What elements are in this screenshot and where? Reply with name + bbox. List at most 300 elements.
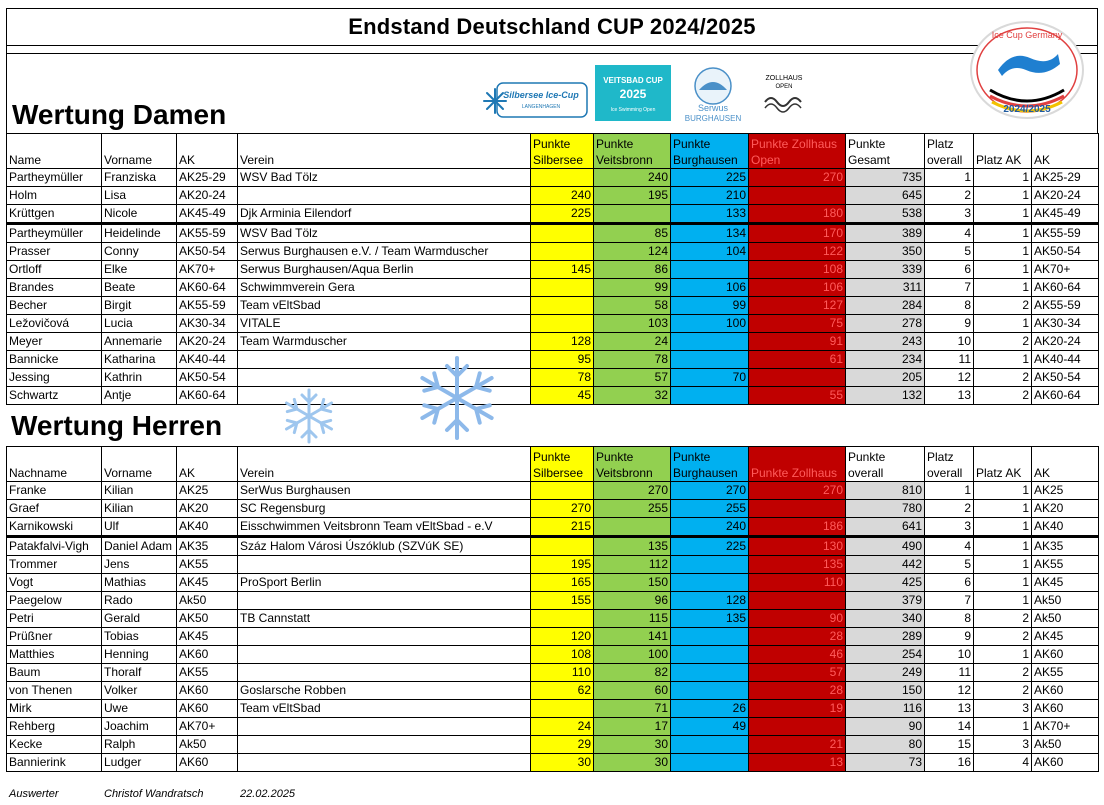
cell-zollhaus: 90 — [749, 610, 846, 628]
cell-total: 249 — [846, 664, 925, 682]
cell-total: 254 — [846, 646, 925, 664]
cell-zollhaus — [749, 500, 846, 518]
cell-vorname: Heidelinde — [102, 224, 177, 243]
cell-silbersee: 225 — [531, 205, 594, 224]
cell-veitsbronn: 195 — [594, 187, 671, 205]
cell-ak: AK50-54 — [177, 369, 238, 387]
cell-platz-ak: 1 — [974, 482, 1032, 500]
cell-total: 80 — [846, 736, 925, 754]
cell-burghausen — [671, 351, 749, 369]
table-row — [7, 736, 1099, 754]
cell-verein — [238, 664, 531, 682]
cell-platz-overall: 1 — [925, 482, 974, 500]
cell-zollhaus: 57 — [749, 664, 846, 682]
cell-platz-overall: 6 — [925, 261, 974, 279]
cell-total: 234 — [846, 351, 925, 369]
cell-vorname: Volker — [102, 682, 177, 700]
cell-veitsbronn: 86 — [594, 261, 671, 279]
col-header-name: Name — [7, 134, 102, 169]
table-row — [7, 556, 1099, 574]
cell-ak: AK20 — [177, 500, 238, 518]
cell-platz-overall: 4 — [925, 537, 974, 556]
cell-ak2: AK20-24 — [1032, 187, 1099, 205]
cell-total: 243 — [846, 333, 925, 351]
table-row — [7, 224, 1099, 243]
herren-table-body — [7, 482, 1099, 772]
cell-zollhaus — [749, 592, 846, 610]
cell-burghausen: 134 — [671, 224, 749, 243]
cell-total: 90 — [846, 718, 925, 736]
cell-platz-ak: 2 — [974, 387, 1032, 405]
cell-name: Brandes — [7, 279, 102, 297]
cell-platz-overall: 11 — [925, 351, 974, 369]
cell-platz-overall: 5 — [925, 556, 974, 574]
cell-name: Paegelow — [7, 592, 102, 610]
cell-zollhaus: 110 — [749, 574, 846, 592]
cell-silbersee: 24 — [531, 718, 594, 736]
footer-name: Christof Wandratsch — [104, 788, 204, 800]
cell-vorname: Kilian — [102, 500, 177, 518]
table-row — [7, 646, 1099, 664]
table-row — [7, 333, 1099, 351]
cell-verein: Eisschwimmen Veitsbronn Team vEltSbad - e.V — [238, 518, 531, 537]
cell-total: 780 — [846, 500, 925, 518]
cell-platz-overall: 12 — [925, 369, 974, 387]
cell-burghausen: 106 — [671, 279, 749, 297]
cell-verein — [238, 646, 531, 664]
cell-platz-overall: 10 — [925, 646, 974, 664]
cell-ak2: Ak50 — [1032, 592, 1099, 610]
herren-section-title: Wertung Herren — [11, 410, 223, 441]
cell-verein — [238, 718, 531, 736]
cell-veitsbronn: 112 — [594, 556, 671, 574]
cell-silbersee: 215 — [531, 518, 594, 537]
table-row — [7, 351, 1099, 369]
cell-ak2: AK60 — [1032, 754, 1099, 772]
cell-verein — [238, 628, 531, 646]
cell-veitsbronn: 24 — [594, 333, 671, 351]
cell-vorname: Birgit — [102, 297, 177, 315]
table-row — [7, 700, 1099, 718]
cell-zollhaus: 91 — [749, 333, 846, 351]
cell-platz-overall: 7 — [925, 592, 974, 610]
cell-vorname: Ulf — [102, 518, 177, 537]
damen-header-row — [7, 134, 1099, 169]
damen-header-strip — [6, 54, 1098, 133]
table-row — [7, 387, 1099, 405]
cell-total: 311 — [846, 279, 925, 297]
col-header-platz-overall: Platz overall — [925, 447, 974, 482]
cell-platz-overall: 9 — [925, 628, 974, 646]
cell-platz-ak: 2 — [974, 610, 1032, 628]
cell-platz-ak: 1 — [974, 592, 1032, 610]
cell-verein: WSV Bad Tölz — [238, 169, 531, 187]
cell-platz-overall: 1 — [925, 169, 974, 187]
cell-name: von Thenen — [7, 682, 102, 700]
cell-burghausen: 70 — [671, 369, 749, 387]
cell-veitsbronn: 135 — [594, 537, 671, 556]
cell-name: Becher — [7, 297, 102, 315]
cell-ak: AK60-64 — [177, 387, 238, 405]
cell-platz-overall: 13 — [925, 387, 974, 405]
cell-veitsbronn: 115 — [594, 610, 671, 628]
badge-year: 2024/2025 — [1003, 104, 1051, 115]
cell-silbersee: 165 — [531, 574, 594, 592]
col-header-burghausen: Punkte Burghausen — [671, 134, 749, 169]
table-row — [7, 205, 1099, 224]
cell-platz-ak: 1 — [974, 556, 1032, 574]
cell-vorname: Kathrin — [102, 369, 177, 387]
cell-name: Bannierink — [7, 754, 102, 772]
cell-vorname: Henning — [102, 646, 177, 664]
cell-ak: AK25 — [177, 482, 238, 500]
cell-ak: AK55 — [177, 556, 238, 574]
cell-ak2: AK70+ — [1032, 261, 1099, 279]
cell-ak: AK55-59 — [177, 224, 238, 243]
cell-zollhaus: 270 — [749, 169, 846, 187]
cell-total: 150 — [846, 682, 925, 700]
cell-platz-ak: 2 — [974, 333, 1032, 351]
cell-platz-overall: 3 — [925, 205, 974, 224]
col-header-veitsbronn: Punkte Veitsbronn — [594, 447, 671, 482]
cell-veitsbronn: 17 — [594, 718, 671, 736]
cell-burghausen — [671, 333, 749, 351]
cell-burghausen: 255 — [671, 500, 749, 518]
cell-ak2: AK35 — [1032, 537, 1099, 556]
cell-name: Matthies — [7, 646, 102, 664]
cell-ak: AK60 — [177, 682, 238, 700]
cell-platz-ak: 1 — [974, 224, 1032, 243]
cell-vorname: Antje — [102, 387, 177, 405]
cell-veitsbronn: 71 — [594, 700, 671, 718]
cell-platz-overall: 7 — [925, 279, 974, 297]
cell-veitsbronn: 32 — [594, 387, 671, 405]
cell-platz-overall: 8 — [925, 297, 974, 315]
cell-ak2: AK55 — [1032, 556, 1099, 574]
badge-title: Ice Cup Germany — [991, 30, 1063, 40]
cell-verein: ProSport Berlin — [238, 574, 531, 592]
cell-name: Partheymüller — [7, 169, 102, 187]
cell-burghausen — [671, 664, 749, 682]
cell-ak: AK35 — [177, 537, 238, 556]
cell-ak2: AK40-44 — [1032, 351, 1099, 369]
cell-silbersee — [531, 224, 594, 243]
cell-total: 425 — [846, 574, 925, 592]
title-divider — [6, 46, 1098, 54]
cell-platz-ak: 1 — [974, 574, 1032, 592]
cell-silbersee: 240 — [531, 187, 594, 205]
cell-burghausen: 210 — [671, 187, 749, 205]
cell-name: Trommer — [7, 556, 102, 574]
cell-silbersee: 145 — [531, 261, 594, 279]
cell-zollhaus: 28 — [749, 682, 846, 700]
cell-ak: AK70+ — [177, 718, 238, 736]
zollhaus-logo — [759, 70, 809, 120]
cell-ak2: AK30-34 — [1032, 315, 1099, 333]
cell-silbersee — [531, 700, 594, 718]
cell-total: 73 — [846, 754, 925, 772]
cell-veitsbronn: 270 — [594, 482, 671, 500]
cell-burghausen — [671, 646, 749, 664]
cell-silbersee: 45 — [531, 387, 594, 405]
cell-vorname: Thoralf — [102, 664, 177, 682]
cell-burghausen: 225 — [671, 537, 749, 556]
cell-veitsbronn: 124 — [594, 243, 671, 261]
col-header-zollhaus: Punkte Zollhaus Open — [749, 134, 846, 169]
cell-vorname: Rado — [102, 592, 177, 610]
cell-ak: AK45-49 — [177, 205, 238, 224]
cell-silbersee — [531, 279, 594, 297]
cell-ak: AK60-64 — [177, 279, 238, 297]
cell-zollhaus — [749, 187, 846, 205]
cell-platz-overall: 13 — [925, 700, 974, 718]
cell-veitsbronn: 85 — [594, 224, 671, 243]
cell-vorname: Nicole — [102, 205, 177, 224]
cell-ak2: AK60 — [1032, 682, 1099, 700]
cell-zollhaus: 170 — [749, 224, 846, 243]
cell-verein: Serwus Burghausen e.V. / Team Warmduscher — [238, 243, 531, 261]
cell-ak: AK20-24 — [177, 333, 238, 351]
veitsbad-logo — [595, 65, 671, 121]
cell-veitsbronn: 100 — [594, 646, 671, 664]
table-row — [7, 754, 1099, 772]
cell-ak2: AK45 — [1032, 574, 1099, 592]
cell-ak2: Ak50 — [1032, 736, 1099, 754]
cell-verein — [238, 592, 531, 610]
cell-ak2: AK60-64 — [1032, 387, 1099, 405]
cell-platz-ak: 2 — [974, 664, 1032, 682]
cell-ak: AK25-29 — [177, 169, 238, 187]
cell-platz-ak: 1 — [974, 351, 1032, 369]
col-header-veitsbronn: Punkte Veitsbronn — [594, 134, 671, 169]
footer-date: 22.02.2025 — [240, 788, 296, 800]
table-row — [7, 187, 1099, 205]
cell-total: 641 — [846, 518, 925, 537]
cell-ak2: AK25-29 — [1032, 169, 1099, 187]
serwus-logo-subtext: BURGHAUSEN — [684, 114, 742, 123]
cell-total: 289 — [846, 628, 925, 646]
cell-platz-ak: 4 — [974, 754, 1032, 772]
cell-silbersee: 155 — [531, 592, 594, 610]
cell-name: Meyer — [7, 333, 102, 351]
cell-verein — [238, 736, 531, 754]
cell-total: 340 — [846, 610, 925, 628]
cell-total: 350 — [846, 243, 925, 261]
cell-ak: AK70+ — [177, 261, 238, 279]
cell-total: 810 — [846, 482, 925, 500]
cell-burghausen — [671, 754, 749, 772]
cell-zollhaus: 127 — [749, 297, 846, 315]
cell-silbersee: 270 — [531, 500, 594, 518]
cell-ak: AK60 — [177, 700, 238, 718]
table-row — [7, 610, 1099, 628]
col-header-vorname: Vorname — [102, 134, 177, 169]
cell-platz-overall: 11 — [925, 664, 974, 682]
zollhaus-logo-subtext: OPEN — [775, 84, 793, 90]
cell-silbersee — [531, 482, 594, 500]
cell-silbersee: 78 — [531, 369, 594, 387]
cell-platz-ak: 1 — [974, 718, 1032, 736]
cell-zollhaus: 46 — [749, 646, 846, 664]
cell-ak2: AK55-59 — [1032, 224, 1099, 243]
cell-platz-ak: 1 — [974, 500, 1032, 518]
cell-veitsbronn — [594, 518, 671, 537]
cell-burghausen: 100 — [671, 315, 749, 333]
cell-ak: Ak50 — [177, 592, 238, 610]
cell-total: 284 — [846, 297, 925, 315]
cell-ak2: AK40 — [1032, 518, 1099, 537]
table-row — [7, 664, 1099, 682]
cell-name: Mirk — [7, 700, 102, 718]
cell-silbersee: 120 — [531, 628, 594, 646]
veitsbad-logo-year: 2025 — [619, 87, 647, 101]
serwus-logo — [683, 64, 743, 124]
cell-ak: AK60 — [177, 646, 238, 664]
cell-ak2: AK20 — [1032, 500, 1099, 518]
table-row — [7, 718, 1099, 736]
cell-platz-ak: 1 — [974, 169, 1032, 187]
cell-verein: Team vEltSbad — [238, 297, 531, 315]
cell-platz-overall: 5 — [925, 243, 974, 261]
col-header-vorname: Vorname — [102, 447, 177, 482]
cell-zollhaus: 106 — [749, 279, 846, 297]
cell-platz-ak: 3 — [974, 700, 1032, 718]
damen-table — [6, 133, 1099, 405]
cell-ak: Ak50 — [177, 736, 238, 754]
cell-platz-overall: 15 — [925, 736, 974, 754]
cell-silbersee — [531, 297, 594, 315]
cell-vorname: Beate — [102, 279, 177, 297]
col-header-nachname: Nachname — [7, 447, 102, 482]
cell-platz-overall: 14 — [925, 718, 974, 736]
cell-veitsbronn: 57 — [594, 369, 671, 387]
cell-ak: AK55-59 — [177, 297, 238, 315]
cell-platz-ak: 2 — [974, 369, 1032, 387]
cell-veitsbronn: 240 — [594, 169, 671, 187]
cell-verein: Team vEltSbad — [238, 700, 531, 718]
table-row — [7, 574, 1099, 592]
cell-vorname: Lucia — [102, 315, 177, 333]
col-header-silbersee: Punkte Silbersee — [531, 447, 594, 482]
cell-vorname: Lisa — [102, 187, 177, 205]
cell-silbersee: 29 — [531, 736, 594, 754]
cell-platz-ak: 3 — [974, 736, 1032, 754]
cell-total: 442 — [846, 556, 925, 574]
cell-total: 735 — [846, 169, 925, 187]
cell-burghausen: 99 — [671, 297, 749, 315]
col-header-verein: Verein — [238, 134, 531, 169]
cell-veitsbronn: 82 — [594, 664, 671, 682]
cell-burghausen — [671, 574, 749, 592]
cell-platz-ak: 1 — [974, 315, 1032, 333]
col-header-verein: Verein — [238, 447, 531, 482]
cell-veitsbronn: 30 — [594, 736, 671, 754]
cell-platz-ak: 1 — [974, 646, 1032, 664]
cell-platz-ak: 2 — [974, 628, 1032, 646]
cell-ak: AK40 — [177, 518, 238, 537]
cell-vorname: Kilian — [102, 482, 177, 500]
cell-name: Baum — [7, 664, 102, 682]
cell-total: 278 — [846, 315, 925, 333]
cell-name: Krüttgen — [7, 205, 102, 224]
cell-veitsbronn: 30 — [594, 754, 671, 772]
col-header-ak2: AK — [1032, 447, 1099, 482]
cell-burghausen: 104 — [671, 243, 749, 261]
cell-verein — [238, 187, 531, 205]
cell-platz-overall: 2 — [925, 500, 974, 518]
cell-ak: AK30-34 — [177, 315, 238, 333]
cell-silbersee — [531, 169, 594, 187]
cell-platz-ak: 2 — [974, 682, 1032, 700]
snowflake-small-icon — [278, 385, 340, 452]
cell-ak2: AK45 — [1032, 628, 1099, 646]
cell-verein — [238, 556, 531, 574]
snowflake-large-icon — [412, 353, 502, 448]
cell-platz-ak: 1 — [974, 537, 1032, 556]
cell-name: Partheymüller — [7, 224, 102, 243]
veitsbad-logo-text: VEITSBAD CUP — [603, 76, 663, 85]
damen-section-title: Wertung Damen — [12, 99, 227, 130]
cell-silbersee: 30 — [531, 754, 594, 772]
cell-name: Graef — [7, 500, 102, 518]
col-header-ak2: AK — [1032, 134, 1099, 169]
cell-silbersee — [531, 315, 594, 333]
cell-silbersee — [531, 610, 594, 628]
table-row — [7, 537, 1099, 556]
table-row — [7, 482, 1099, 500]
cell-burghausen — [671, 628, 749, 646]
cell-verein: Goslarsche Robben — [238, 682, 531, 700]
table-row — [7, 628, 1099, 646]
cell-vorname: Elke — [102, 261, 177, 279]
cell-burghausen: 26 — [671, 700, 749, 718]
herren-table — [6, 446, 1099, 772]
cell-platz-ak: 1 — [974, 261, 1032, 279]
cell-burghausen — [671, 556, 749, 574]
cell-zollhaus: 13 — [749, 754, 846, 772]
cell-verein: Team Warmduscher — [238, 333, 531, 351]
cell-zollhaus: 130 — [749, 537, 846, 556]
cell-name: Schwartz — [7, 387, 102, 405]
veitsbad-logo-subtext: Ice Swimming Open — [610, 107, 656, 113]
cell-platz-overall: 8 — [925, 610, 974, 628]
cell-name: Vogt — [7, 574, 102, 592]
cell-silbersee: 62 — [531, 682, 594, 700]
cell-burghausen — [671, 387, 749, 405]
cell-ak2: AK50-54 — [1032, 369, 1099, 387]
col-header-zollhaus: Punkte Zollhaus — [749, 447, 846, 482]
table-row — [7, 500, 1099, 518]
cell-ak2: AK60 — [1032, 646, 1099, 664]
cell-burghausen: 225 — [671, 169, 749, 187]
cell-vorname: Jens — [102, 556, 177, 574]
cell-platz-overall: 3 — [925, 518, 974, 537]
cell-name: Rehberg — [7, 718, 102, 736]
cell-veitsbronn — [594, 205, 671, 224]
cell-zollhaus: 21 — [749, 736, 846, 754]
col-header-overall: Punkte overall — [846, 447, 925, 482]
cell-total: 538 — [846, 205, 925, 224]
cell-zollhaus: 19 — [749, 700, 846, 718]
cell-platz-ak: 1 — [974, 243, 1032, 261]
cell-name: Ortloff — [7, 261, 102, 279]
cell-name: Petri — [7, 610, 102, 628]
col-header-ak: AK — [177, 447, 238, 482]
cell-name: Ležovičová — [7, 315, 102, 333]
cell-zollhaus: 180 — [749, 205, 846, 224]
cell-ak2: AK60-64 — [1032, 279, 1099, 297]
cell-total: 389 — [846, 224, 925, 243]
